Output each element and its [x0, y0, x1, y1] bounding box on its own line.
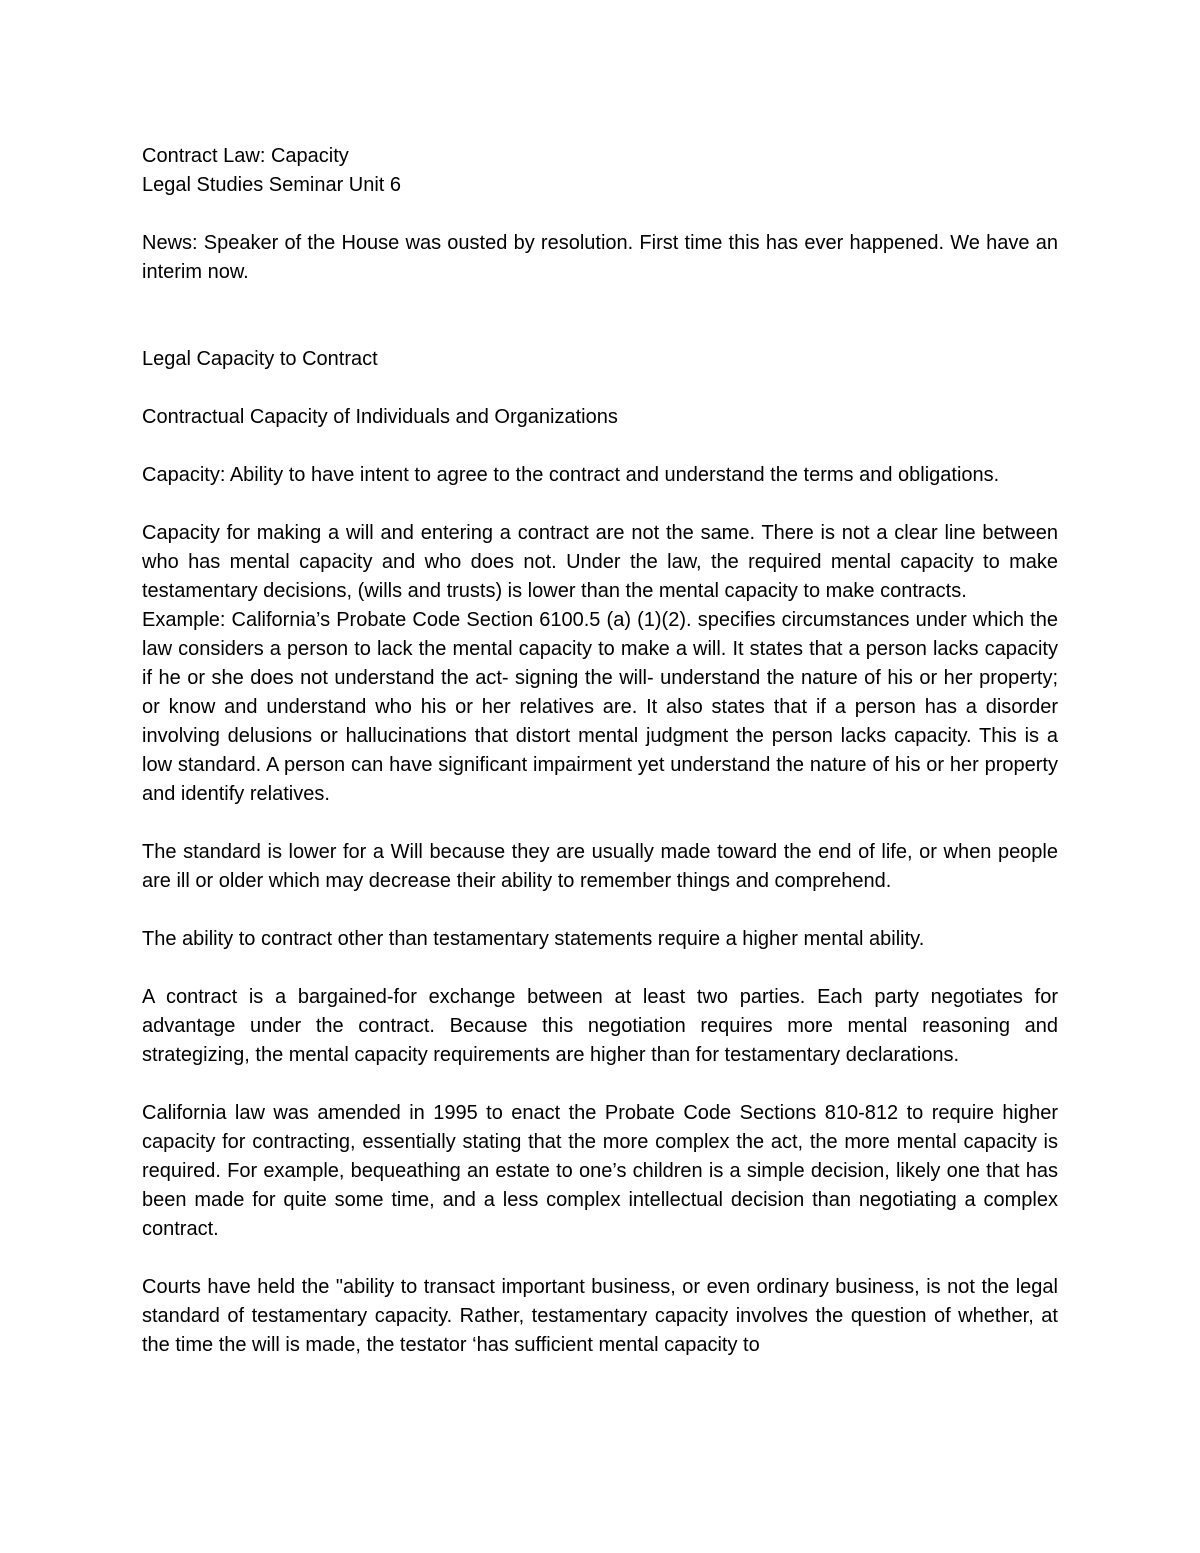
will-vs-contract-paragraph: Capacity for making a will and entering a contract are not the same. There is not a clear line between who has mental capacity and who does not. Under the law, the required mental capacity to make testamentary decisions, (wills and trusts) is lower than the mental capacity to make contracts. [142, 522, 1058, 602]
ability-to-contract-paragraph: The ability to contract other than testamentary statements require a higher mental ability. [142, 928, 925, 950]
bargained-exchange-paragraph: A contract is a bargained-for exchange between at least two parties. Each party negotiates for advantage under the contract. Because this negotiation requires more mental reasoning and strategizing, the mental capacity requirements are higher than for testamentary declarations. [142, 986, 1058, 1066]
capacity-definition: Capacity: Ability to have intent to agree to the contract and understand the terms and obligations. [142, 464, 1000, 486]
heading-legal-capacity: Legal Capacity to Contract [142, 348, 378, 370]
standard-lower-paragraph: The standard is lower for a Will because they are usually made toward the end of life, or when people are ill or older which may decrease their ability to remember things and comprehend. [142, 841, 1058, 892]
heading-contractual-capacity: Contractual Capacity of Individuals and Organizations [142, 406, 618, 428]
california-amendment-paragraph: California law was amended in 1995 to enact the Probate Code Sections 810-812 to require higher capacity for contracting, essentially stating that the more complex the act, the more mental capacity is required. For example, bequeathing an estate to one’s children is a simple decision, likely one that has been made for quite some time, and a less complex intellectual decision than negotiating a complex contract. [142, 1102, 1058, 1240]
news-paragraph: News: Speaker of the House was ousted by resolution. First time this has ever happened. We have an interim now. [142, 232, 1058, 283]
document-title: Contract Law: Capacity [142, 145, 349, 167]
example-paragraph: Example: California’s Probate Code Section 6100.5 (a) (1)(2). specifies circumstances under which the law considers a person to lack the mental capacity to make a will. It states that a person lacks capacity if he or she does not understand the act- signing the will- understand the nature of his or her property; or know and understand who his or her relatives are. It also states that if a person has a disorder involving delusions or hallucinations that distort mental judgment the person lacks capacity. This is a low standard. A person can have significant impairment yet understand the nature of his or her property and identify relatives. [142, 609, 1058, 805]
document-subtitle: Legal Studies Seminar Unit 6 [142, 174, 402, 196]
document-page [142, 142, 1058, 1360]
courts-held-paragraph: Courts have held the "ability to transact important business, or even ordinary business, is not the legal standard of testamentary capacity. Rather, testamentary capacity involves the question of whether, at the time the will is made, the testator ‘has sufficient mental capacity to [142, 1276, 1058, 1356]
